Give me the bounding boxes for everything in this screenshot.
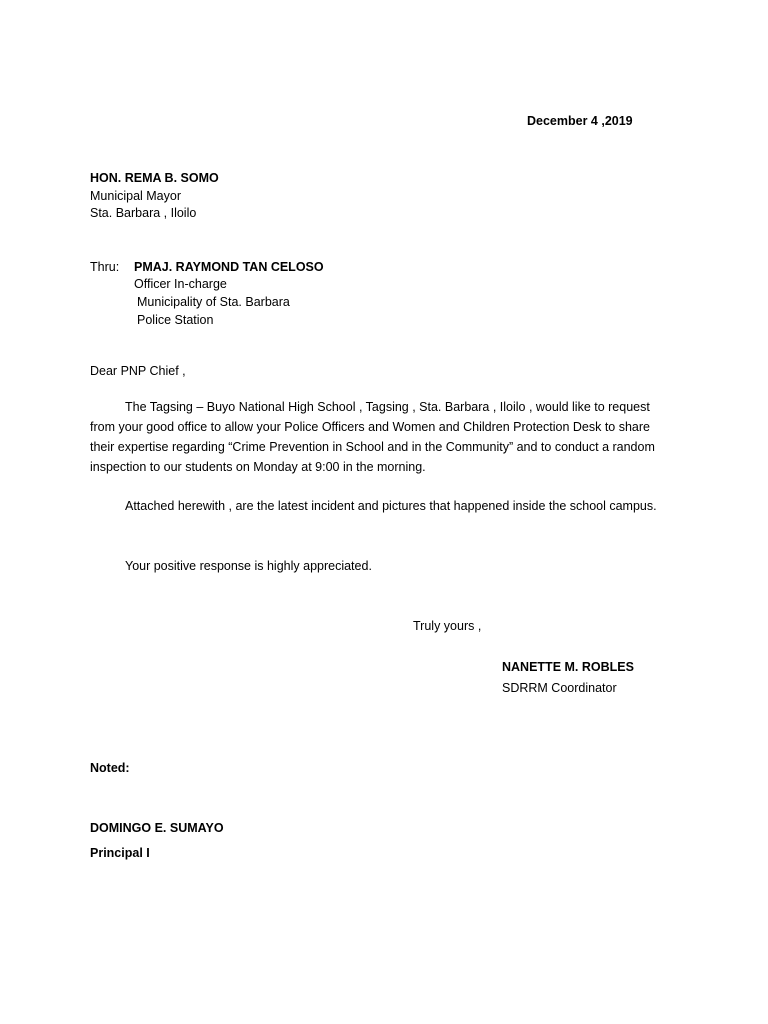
addressee-name: HON. REMA B. SOMO [90, 171, 219, 185]
letter-date: December 4 ,2019 [527, 114, 633, 128]
thru-label: Thru: [90, 260, 120, 274]
noted-title: Principal I [90, 846, 150, 860]
noted-label: Noted: [90, 761, 130, 775]
thru-line: Municipality of Sta. Barbara [137, 295, 290, 309]
addressee-location: Sta. Barbara , Iloilo [90, 206, 197, 220]
thru-line: Officer In-charge [134, 277, 227, 291]
noted-name: DOMINGO E. SUMAYO [90, 821, 224, 835]
body-paragraph: The Tagsing – Buyo National High School , Tagsing , Sta. Barbara , Iloilo , would like to request from your good office to allow your Police Officers and Women and Children Protection Desk to share their expertise regarding “Crime Prevention in School and in the Community” and to conduct a random inspection to our students on Monday at 9:00 in the morning. [90, 400, 655, 474]
signatory-title: SDRRM Coordinator [502, 681, 617, 695]
closing: Truly yours , [413, 619, 482, 633]
salutation: Dear PNP Chief , [90, 364, 186, 378]
body-paragraph: Attached herewith , are the latest incident and pictures that happened inside the school campus. [125, 499, 657, 513]
thru-name: PMAJ. RAYMOND TAN CELOSO [134, 260, 324, 274]
signatory-name: NANETTE M. ROBLES [502, 660, 634, 674]
addressee-title: Municipal Mayor [90, 189, 182, 203]
body-paragraph: Your positive response is highly appreciated. [125, 559, 372, 573]
thru-line: Police Station [137, 313, 214, 327]
